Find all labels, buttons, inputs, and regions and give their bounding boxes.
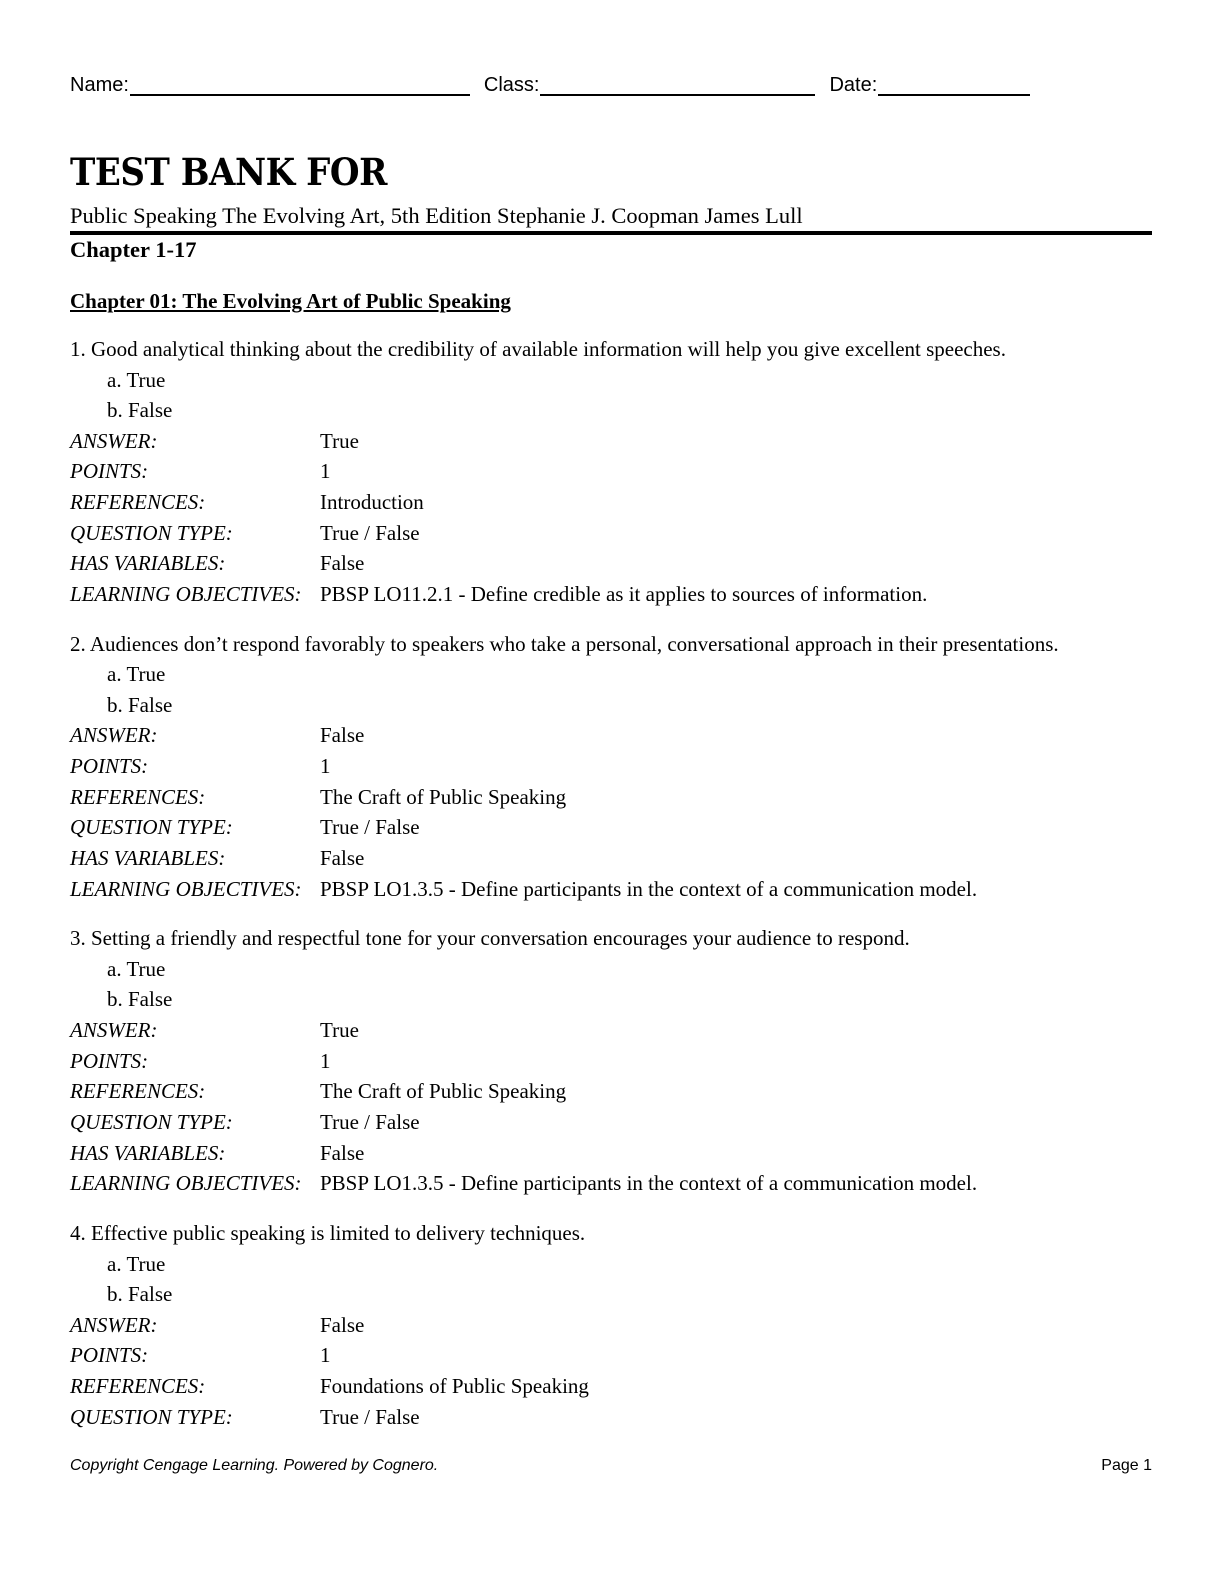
meta-value-answer: False xyxy=(320,1312,365,1337)
meta-label-question-type: QUESTION TYPE: xyxy=(70,1404,233,1429)
question-option[interactable]: b. False xyxy=(107,987,173,1012)
meta-row-question-type xyxy=(70,518,1155,549)
meta-label-references: REFERENCES: xyxy=(70,489,206,514)
meta-value-references: Foundations of Public Speaking xyxy=(320,1374,589,1399)
meta-row-points xyxy=(70,456,1155,487)
meta-label-answer: ANSWER: xyxy=(70,428,158,453)
question-block xyxy=(70,923,1155,1199)
question-block xyxy=(70,629,1155,905)
page-footer xyxy=(70,1456,1152,1476)
question-option[interactable]: b. False xyxy=(107,692,173,717)
meta-value-question-type: True / False xyxy=(320,1110,420,1135)
question-option[interactable]: b. False xyxy=(107,1282,173,1307)
meta-value-answer: True xyxy=(320,428,359,453)
meta-label-points: POINTS: xyxy=(70,1048,149,1073)
meta-label-answer: ANSWER: xyxy=(70,1312,158,1337)
meta-row-learning-objectives xyxy=(70,1168,1155,1199)
meta-row-points xyxy=(70,1046,1155,1077)
meta-value-learning-objectives: PBSP LO1.3.5 - Define participants in the context of a communication model. xyxy=(320,876,978,901)
meta-row-learning-objectives xyxy=(70,874,1155,905)
meta-value-question-type: True / False xyxy=(320,520,420,545)
title-divider xyxy=(70,231,1152,235)
meta-row-points xyxy=(70,1340,1155,1371)
meta-row-learning-objectives xyxy=(70,579,1155,610)
question-list xyxy=(70,334,1155,1451)
meta-value-points: 1 xyxy=(320,1343,331,1368)
meta-value-references: The Craft of Public Speaking xyxy=(320,1079,567,1104)
name-label: Name: xyxy=(70,74,129,96)
meta-label-question-type: QUESTION TYPE: xyxy=(70,815,233,840)
meta-row-points xyxy=(70,751,1155,782)
meta-value-has-variables: False xyxy=(320,846,365,871)
meta-row-has-variables xyxy=(70,548,1155,579)
name-input-line[interactable] xyxy=(130,74,470,96)
meta-label-learning-objectives: LEARNING OBJECTIVES: xyxy=(70,876,302,901)
meta-row-answer xyxy=(70,426,1155,457)
question-stem: 3. Setting a friendly and respectful tone for your conversation encourages your audience to respond. xyxy=(70,926,910,951)
meta-label-question-type: QUESTION TYPE: xyxy=(70,520,233,545)
meta-row-answer xyxy=(70,720,1155,751)
class-label: Class: xyxy=(483,74,540,96)
question-option[interactable]: b. False xyxy=(107,398,173,422)
meta-label-points: POINTS: xyxy=(70,753,149,778)
question-option[interactable]: a. True xyxy=(107,662,166,687)
footer-page-number: Page 1 xyxy=(1101,1457,1152,1474)
meta-value-points: 1 xyxy=(320,459,331,484)
question-option[interactable]: a. True xyxy=(107,956,166,981)
question-option[interactable]: a. True xyxy=(107,367,166,392)
student-info-header xyxy=(70,62,1152,96)
meta-value-references: Introduction xyxy=(320,489,424,514)
meta-value-points: 1 xyxy=(320,753,331,778)
meta-row-references xyxy=(70,782,1155,813)
meta-row-question-type xyxy=(70,1402,1155,1433)
meta-value-has-variables: False xyxy=(320,551,365,576)
meta-label-has-variables: HAS VARIABLES: xyxy=(70,846,226,871)
meta-label-learning-objectives: LEARNING OBJECTIVES: xyxy=(70,582,302,607)
meta-row-answer xyxy=(70,1310,1155,1341)
meta-label-points: POINTS: xyxy=(70,459,149,484)
meta-label-points: POINTS: xyxy=(70,1343,149,1368)
question-option[interactable]: a. True xyxy=(107,1251,166,1276)
meta-row-references xyxy=(70,1076,1155,1107)
question-block xyxy=(70,334,1155,610)
meta-value-learning-objectives: PBSP LO11.2.1 - Define credible as it applies to sources of information. xyxy=(320,582,928,607)
document-title: TEST BANK FOR xyxy=(70,150,387,194)
date-label: Date: xyxy=(829,74,878,96)
date-input-line[interactable] xyxy=(878,74,1030,96)
meta-value-has-variables: False xyxy=(320,1140,365,1165)
meta-row-references xyxy=(70,487,1155,518)
meta-label-learning-objectives: LEARNING OBJECTIVES: xyxy=(70,1171,302,1196)
document-subtitle: Public Speaking The Evolving Art, 5th Edition Stephanie J. Coopman James Lull xyxy=(70,203,803,228)
meta-row-question-type xyxy=(70,1107,1155,1138)
question-stem: 4. Effective public speaking is limited to delivery techniques. xyxy=(70,1221,586,1246)
meta-label-has-variables: HAS VARIABLES: xyxy=(70,551,226,576)
meta-value-answer: False xyxy=(320,723,365,748)
meta-label-question-type: QUESTION TYPE: xyxy=(70,1110,233,1135)
meta-row-references xyxy=(70,1371,1155,1402)
meta-label-references: REFERENCES: xyxy=(70,1374,206,1399)
meta-row-answer xyxy=(70,1015,1155,1046)
meta-row-question-type xyxy=(70,812,1155,843)
footer-copyright: Copyright Cengage Learning. Powered by Cognero. xyxy=(70,1457,439,1474)
class-input-line[interactable] xyxy=(540,74,815,96)
meta-value-question-type: True / False xyxy=(320,1404,420,1429)
meta-value-answer: True xyxy=(320,1017,359,1042)
meta-label-references: REFERENCES: xyxy=(70,1079,206,1104)
chapter-range-label: Chapter 1-17 xyxy=(70,237,197,262)
meta-label-has-variables: HAS VARIABLES: xyxy=(70,1140,226,1165)
meta-label-answer: ANSWER: xyxy=(70,723,158,748)
meta-value-references: The Craft of Public Speaking xyxy=(320,784,567,809)
question-stem: 1. Good analytical thinking about the credibility of available information will help you give excellent speeches. xyxy=(70,337,1006,361)
meta-label-answer: ANSWER: xyxy=(70,1017,158,1042)
meta-value-learning-objectives: PBSP LO1.3.5 - Define participants in the context of a communication model. xyxy=(320,1171,978,1196)
meta-value-question-type: True / False xyxy=(320,815,420,840)
question-block xyxy=(70,1218,1155,1432)
meta-row-has-variables xyxy=(70,843,1155,874)
meta-value-points: 1 xyxy=(320,1048,331,1073)
question-stem: 2. Audiences don’t respond favorably to speakers who take a personal, conversational approach in their presentations. xyxy=(70,631,1059,656)
chapter-heading: Chapter 01: The Evolving Art of Public Speaking xyxy=(70,289,511,313)
meta-row-has-variables xyxy=(70,1138,1155,1169)
meta-label-references: REFERENCES: xyxy=(70,784,206,809)
